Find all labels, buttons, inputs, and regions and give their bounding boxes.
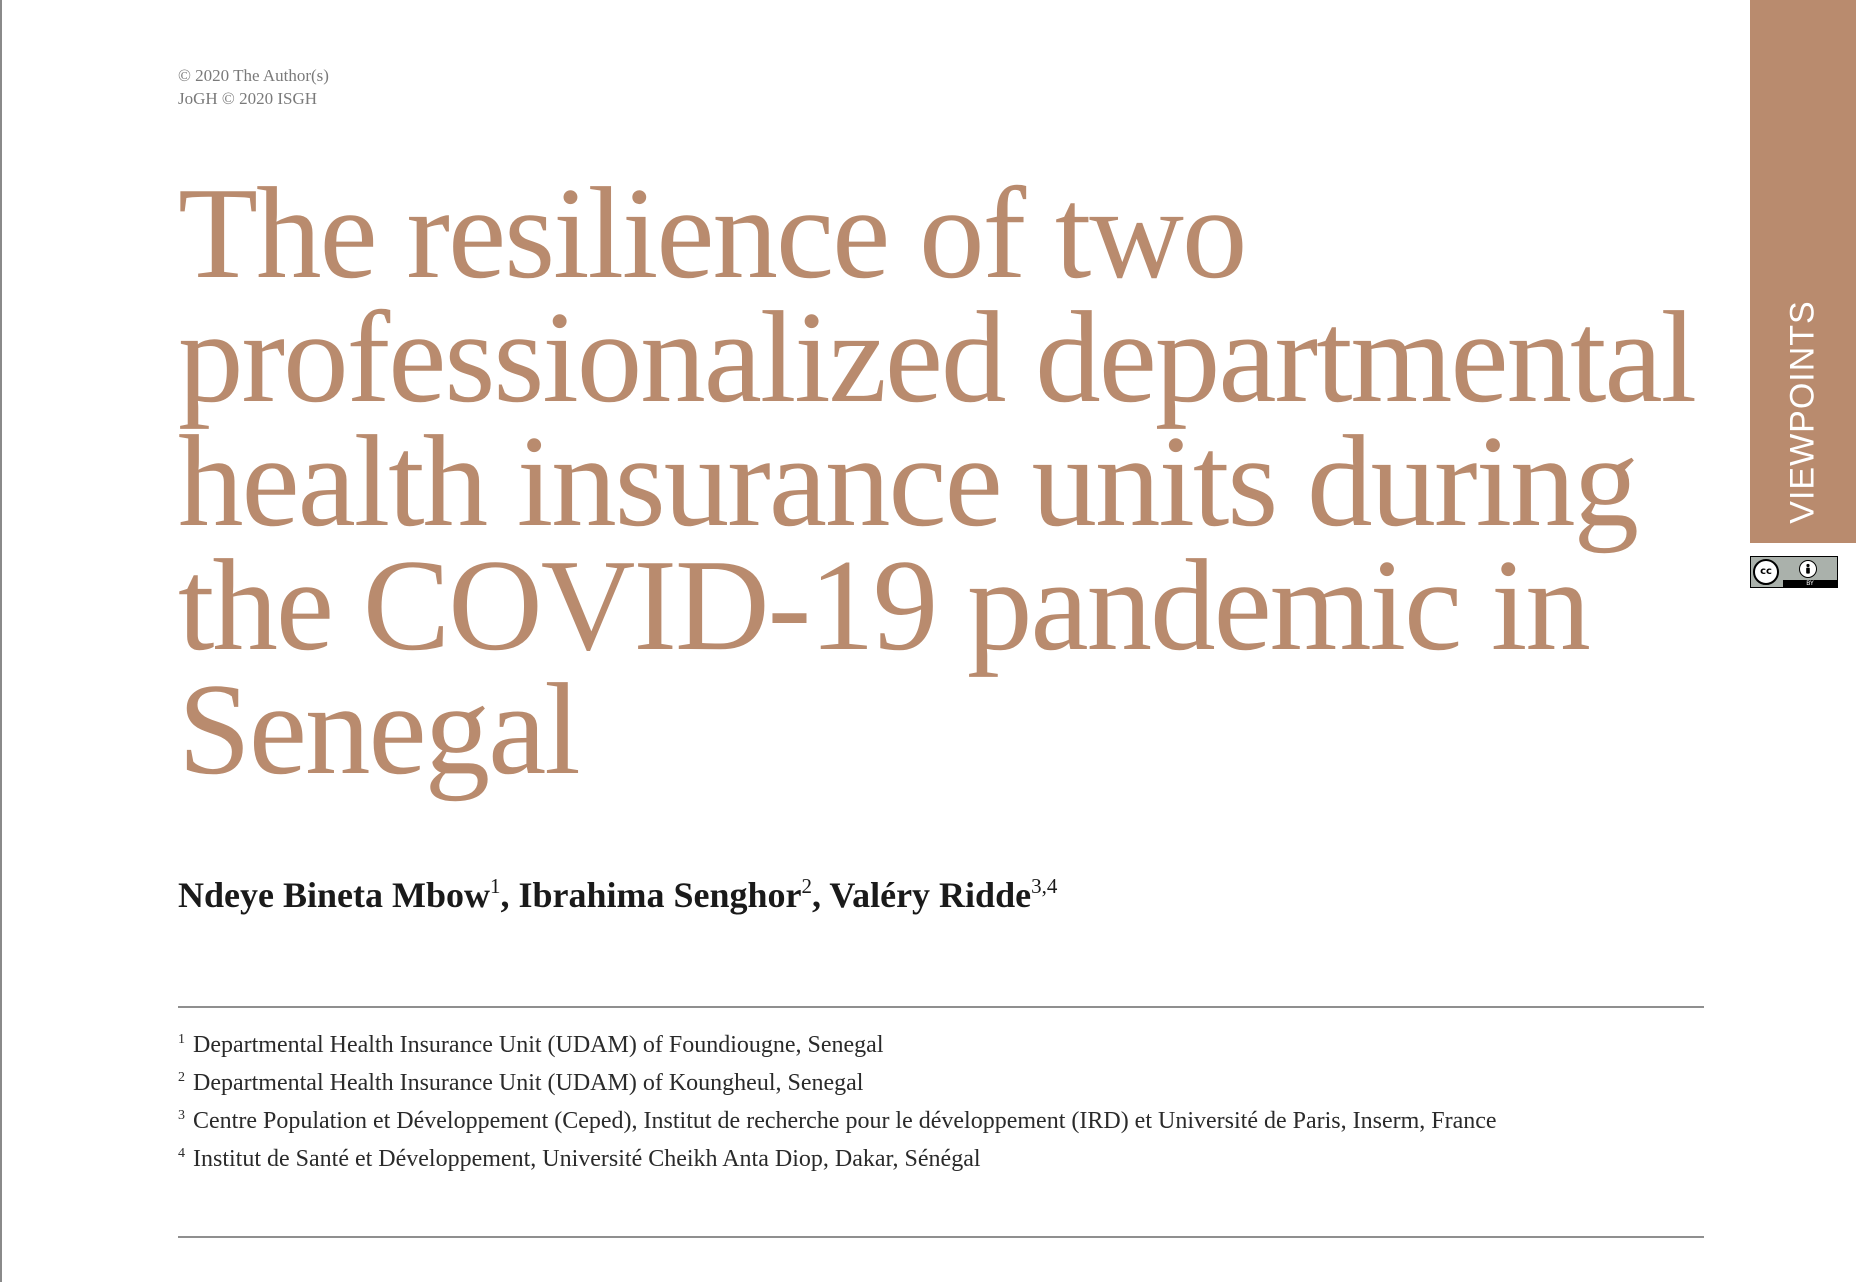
author-affiliation-ref-1[interactable]: 1 [489,874,501,898]
affiliation-text: Centre Population et Développement (Ceped), Institut de recherche pour le développement (IRD) et Université de Paris, Inserm, France [193,1108,1497,1134]
author-affiliation-ref-2[interactable]: 2 [801,874,813,898]
affiliation-number: 3 [178,1108,185,1123]
affiliations-top-rule [178,1006,1704,1008]
affiliation-item [178,1104,1698,1139]
author-affiliation-ref-3[interactable]: 3,4 [1031,874,1058,898]
cc-icon: cc [1753,559,1779,585]
copyright-notice [178,64,329,110]
affiliation-item [178,1066,1698,1101]
author-list [178,874,1057,916]
affiliations-bottom-rule [178,1236,1704,1238]
copyright-line-2: JoGH © 2020 ISGH [178,89,318,108]
affiliation-list [178,1028,1698,1180]
author-separator: , [812,875,830,915]
section-tab-label: VIEWPOINTS [1783,300,1822,524]
affiliation-text: Departmental Health Insurance Unit (UDAM) of Foundiougne, Senegal [193,1032,884,1058]
affiliation-item [178,1142,1698,1177]
attribution-person-icon [1799,560,1817,578]
affiliation-text: Departmental Health Insurance Unit (UDAM) of Koungheul, Senegal [193,1070,864,1096]
author-separator: , [500,875,519,915]
article-title: The resilience of two professionalized departmental health insurance units during the COVID-19 pandemic in Senegal [178,161,1696,802]
author-name-1: Ndeye Bineta Mbow [178,875,490,915]
affiliation-text: Institut de Santé et Développement, Université Cheikh Anta Diop, Dakar, Sénégal [193,1146,981,1172]
affiliation-item [178,1028,1698,1063]
page-left-edge [0,0,2,1282]
section-tab-viewpoints [1750,0,1856,543]
affiliation-number: 2 [178,1070,185,1085]
by-label: BY [1783,580,1837,587]
copyright-line-1: © 2020 The Author(s) [178,66,329,85]
cc-by-license-icon[interactable] [1750,556,1838,588]
affiliation-number: 1 [178,1032,185,1047]
author-name-2: Ibrahima Senghor [518,875,802,915]
author-name-3: Valéry Ridde [829,875,1032,915]
affiliation-number: 4 [178,1146,185,1161]
